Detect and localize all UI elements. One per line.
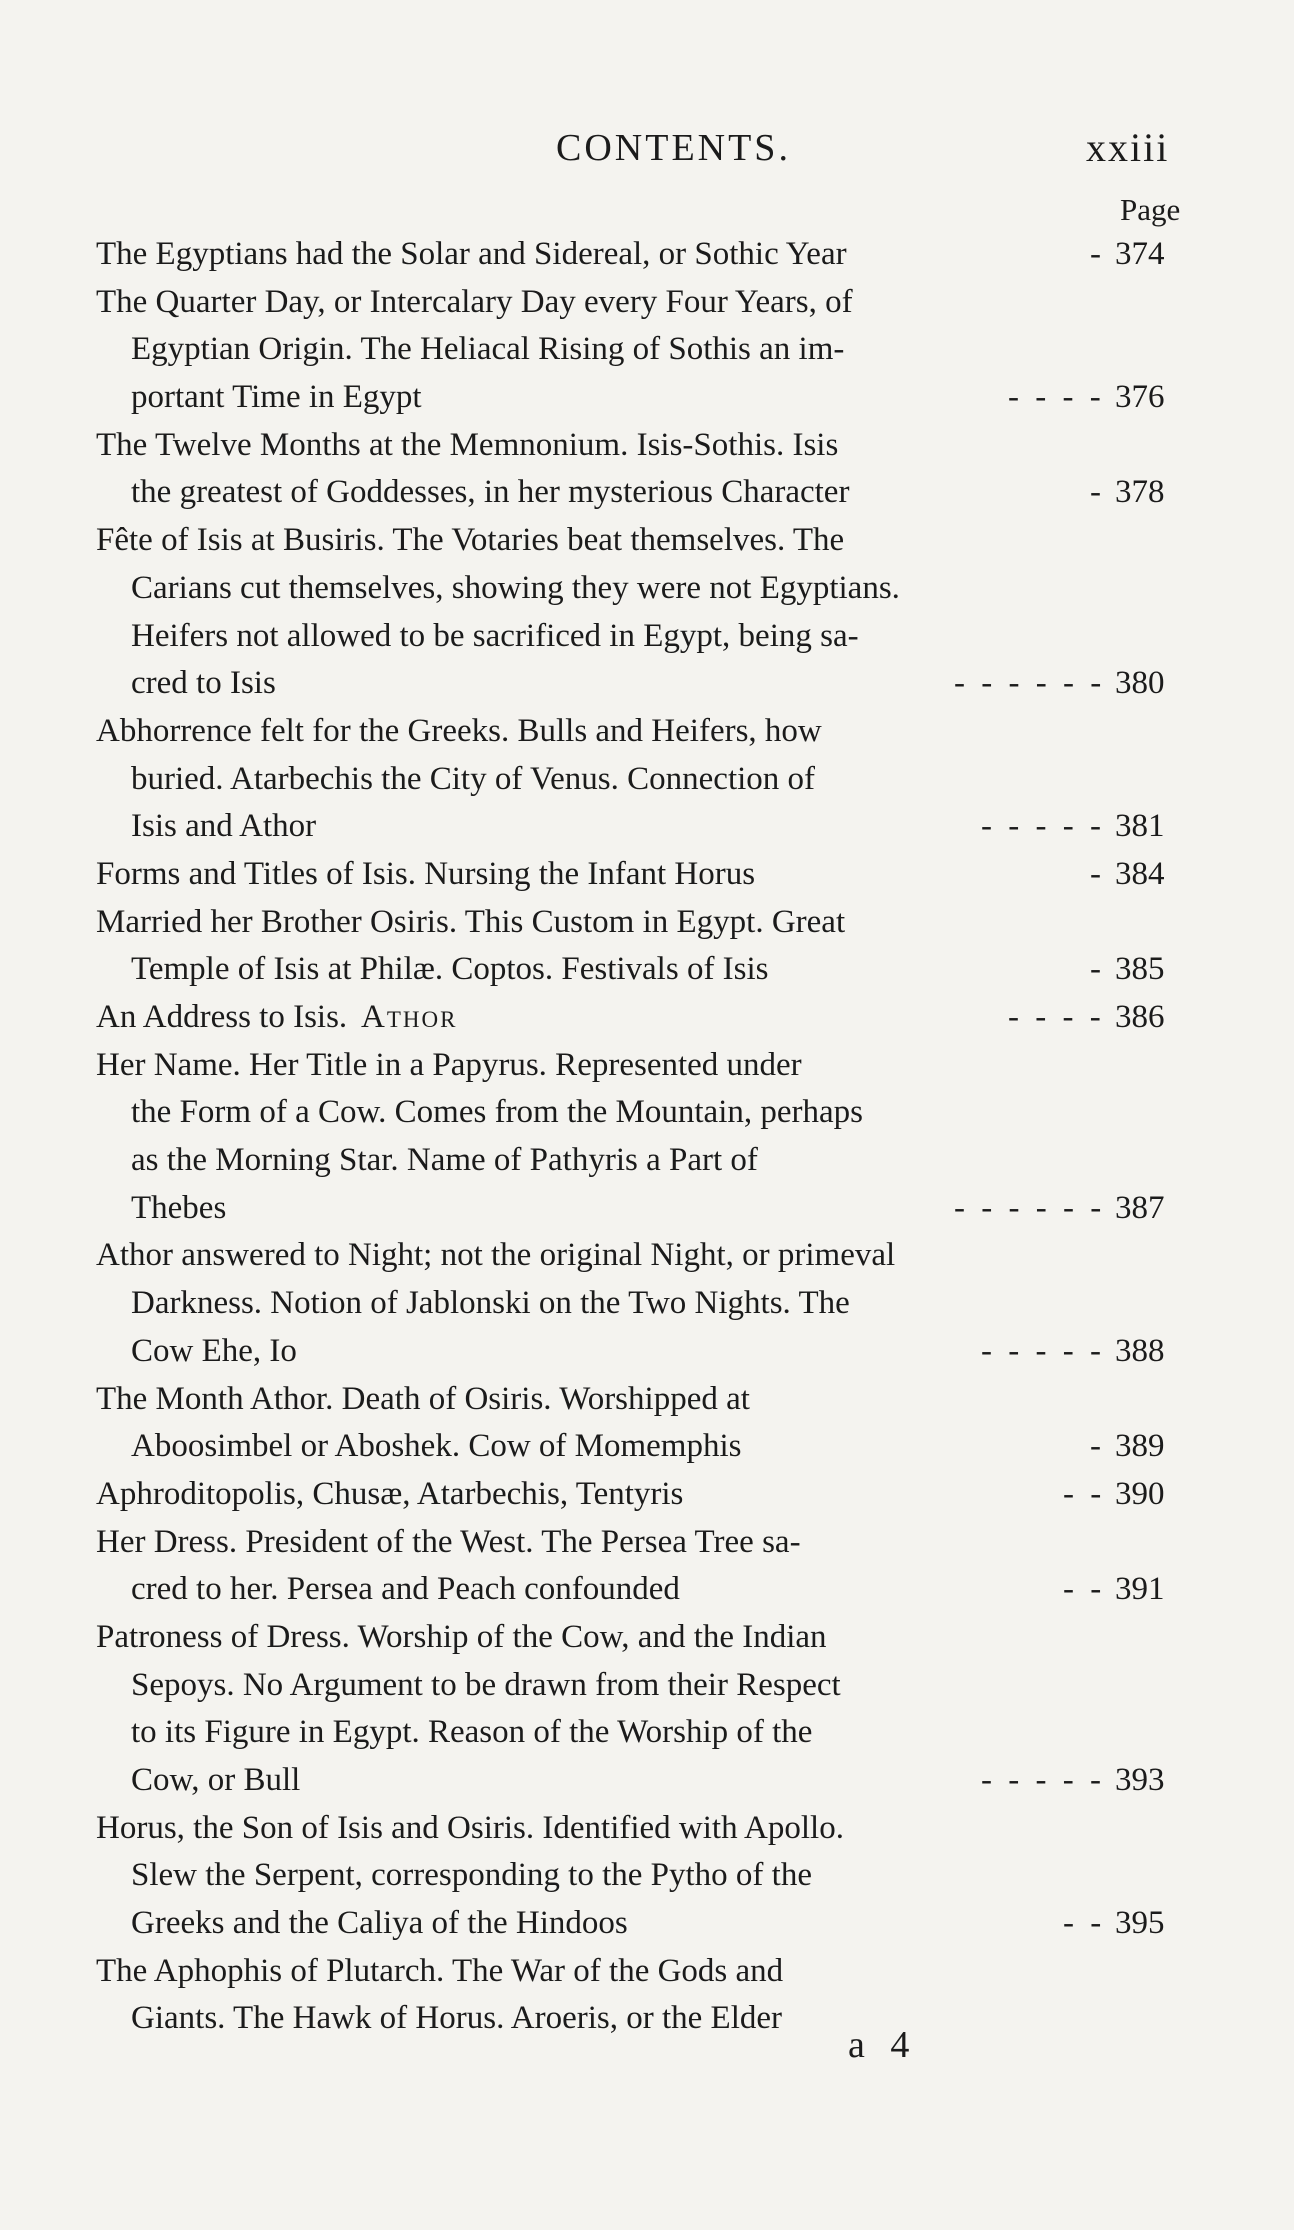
toc-entry bbox=[0, 851, 1294, 899]
dot-leader: - - bbox=[1063, 1571, 1106, 1608]
toc-entry-page-number: 381 bbox=[1115, 808, 1165, 845]
toc-entry-line bbox=[0, 326, 1294, 374]
toc-entry-line bbox=[0, 1089, 1294, 1137]
toc-entry-page-number: 386 bbox=[1115, 999, 1165, 1035]
toc-entry bbox=[0, 422, 1294, 517]
toc-entry-text: Aphroditopolis, Chusæ, Atarbechis, Tentyris bbox=[96, 1475, 684, 1512]
toc-entry-text: the Form of a Cow. Comes from the Mountain, perhaps bbox=[131, 1094, 863, 1131]
dot-leader: - bbox=[1090, 236, 1105, 272]
toc-entry-line bbox=[0, 1471, 1294, 1519]
toc-entry-text: Greeks and the Caliya of the Hindoos bbox=[131, 1905, 628, 1942]
toc-entry-line bbox=[0, 1709, 1294, 1757]
toc-entry-line bbox=[0, 565, 1294, 613]
toc-entry-page-number: 374 bbox=[1115, 236, 1165, 272]
toc-entry-smallcaps-heading: Athor bbox=[361, 999, 458, 1035]
dot-leader: - - bbox=[1063, 1905, 1106, 1942]
toc-entry-text: Giants. The Hawk of Horus. Aroeris, or the Elder bbox=[131, 2000, 782, 2037]
toc-entry-text: Fête of Isis at Busiris. The Votaries beat themselves. The bbox=[96, 522, 845, 559]
toc-entry-page-number: 390 bbox=[1115, 1475, 1165, 1512]
running-head bbox=[0, 118, 1294, 178]
toc-entry-line bbox=[0, 851, 1294, 899]
dot-leader: - bbox=[1090, 1428, 1105, 1465]
toc-entry-page-number: 385 bbox=[1115, 951, 1165, 988]
toc-entry-line bbox=[0, 469, 1294, 517]
toc-entry-text: Darkness. Notion of Jablonski on the Two Nights. The bbox=[131, 1285, 850, 1322]
toc-entry-line bbox=[0, 1948, 1294, 1996]
toc-entry-line bbox=[0, 1042, 1294, 1090]
running-title: CONTENTS. bbox=[556, 127, 791, 169]
toc-entry-line bbox=[0, 1614, 1294, 1662]
toc-entry-line bbox=[0, 279, 1294, 327]
toc-entry-line bbox=[0, 708, 1294, 756]
toc-entry-line bbox=[0, 1328, 1294, 1376]
toc-entry-line bbox=[0, 1566, 1294, 1614]
toc-entry-line bbox=[0, 946, 1294, 994]
dot-leader: - - - - - bbox=[981, 1332, 1105, 1369]
toc-entry-text: Athor answered to Night; not the original Night, or primeval bbox=[96, 1237, 896, 1274]
toc-entry-text: buried. Atarbechis the City of Venus. Connection of bbox=[131, 760, 816, 797]
toc-entry-text: The Egyptians had the Solar and Sidereal, or Sothic Year bbox=[96, 236, 847, 272]
toc-entry-line bbox=[0, 374, 1294, 422]
toc-entry-page-number: 376 bbox=[1115, 379, 1165, 416]
toc-entry-text: Her Name. Her Title in a Papyrus. Represented under bbox=[96, 1046, 802, 1083]
dot-leader: - - - - bbox=[1008, 999, 1105, 1035]
toc-entry-line bbox=[0, 422, 1294, 470]
toc-entry bbox=[0, 1805, 1294, 1948]
toc-entry-text: Horus, the Son of Isis and Osiris. Identified with Apollo. bbox=[96, 1809, 844, 1846]
toc-entry-text: The Month Athor. Death of Osiris. Worshipped at bbox=[96, 1380, 750, 1417]
toc-entry-text: Isis and Athor bbox=[131, 808, 317, 845]
toc-entry bbox=[0, 1042, 1294, 1233]
toc-entry-line bbox=[0, 1137, 1294, 1185]
toc-entry bbox=[0, 1232, 1294, 1375]
toc-entry-line bbox=[0, 1423, 1294, 1471]
toc-entry bbox=[0, 899, 1294, 994]
toc-entry-line bbox=[0, 1900, 1294, 1948]
toc-entry-line bbox=[0, 899, 1294, 947]
toc-entry-line bbox=[0, 1662, 1294, 1710]
toc-entry-line bbox=[0, 1519, 1294, 1567]
page-number-roman: xxiii bbox=[1086, 125, 1170, 170]
toc-entry-line bbox=[0, 1995, 1294, 2043]
toc-entry-line bbox=[0, 1376, 1294, 1424]
toc-entry-line bbox=[0, 613, 1294, 661]
toc-entry-page-number: 378 bbox=[1115, 474, 1165, 511]
dot-leader: - bbox=[1090, 951, 1105, 988]
toc-entry bbox=[0, 1614, 1294, 1805]
toc-entry-line bbox=[0, 1852, 1294, 1900]
dot-leader: - - - - - bbox=[981, 1762, 1105, 1798]
toc-entry-page-number: 387 bbox=[1115, 1189, 1165, 1226]
dot-leader: - bbox=[1090, 474, 1105, 511]
dot-leader: - - - - - - bbox=[954, 665, 1106, 702]
toc-entry-text: Sepoys. No Argument to be drawn from their Respect bbox=[131, 1666, 841, 1703]
toc-entry-text: Married her Brother Osiris. This Custom in Egypt. Great bbox=[96, 903, 846, 940]
toc-entry bbox=[0, 517, 1294, 708]
table-of-contents bbox=[0, 231, 1294, 2043]
page-column-label: Page bbox=[1120, 192, 1181, 227]
toc-entry-text: Abhorrence felt for the Greeks. Bulls and Heifers, how bbox=[96, 712, 822, 749]
toc-entry-text: Aboosimbel or Aboshek. Cow of Momemphis bbox=[131, 1428, 742, 1465]
toc-entry-line bbox=[0, 803, 1294, 851]
dot-leader: - bbox=[1090, 855, 1105, 892]
toc-entry-text: cred to Isis bbox=[131, 665, 276, 702]
toc-entry-page-number: 380 bbox=[1115, 665, 1165, 702]
toc-entry-line bbox=[0, 994, 1294, 1042]
toc-entry bbox=[0, 231, 1294, 279]
toc-entry-line bbox=[0, 1280, 1294, 1328]
toc-entry-page-number: 391 bbox=[1115, 1571, 1165, 1608]
toc-entry bbox=[0, 1948, 1294, 2043]
toc-entry-line bbox=[0, 660, 1294, 708]
toc-entry-text: Heifers not allowed to be sacrificed in Egypt, being sa- bbox=[131, 617, 859, 654]
toc-entry bbox=[0, 708, 1294, 851]
toc-entry-text: Thebes bbox=[131, 1189, 227, 1226]
dot-leader: - - - - bbox=[1008, 379, 1105, 416]
toc-entry-text: The Twelve Months at the Memnonium. Isis-Sothis. Isis bbox=[96, 426, 839, 463]
toc-entry-page-number: 389 bbox=[1115, 1428, 1165, 1465]
toc-entry-line bbox=[0, 1185, 1294, 1233]
toc-entry-text: Her Dress. President of the West. The Persea Tree sa- bbox=[96, 1523, 801, 1560]
toc-entry-text: to its Figure in Egypt. Reason of the Worship of the bbox=[131, 1714, 813, 1751]
toc-entry-line bbox=[0, 1805, 1294, 1853]
toc-entry-text: Cow, or Bull bbox=[131, 1762, 301, 1798]
toc-entry-text: The Aphophis of Plutarch. The War of the Gods and bbox=[96, 1952, 784, 1989]
toc-entry-text: cred to her. Persea and Peach confounded bbox=[131, 1571, 680, 1608]
toc-entry-text: An Address to Isis. bbox=[96, 999, 348, 1035]
toc-entry-text: The Quarter Day, or Intercalary Day every Four Years, of bbox=[96, 283, 853, 320]
toc-entry bbox=[0, 279, 1294, 422]
toc-entry-page-number: 395 bbox=[1115, 1905, 1165, 1942]
toc-entry-text: Egyptian Origin. The Heliacal Rising of Sothis an im- bbox=[131, 331, 845, 368]
dot-leader: - - - - - - bbox=[954, 1189, 1106, 1226]
toc-entry-text: Temple of Isis at Philæ. Coptos. Festivals of Isis bbox=[131, 951, 769, 988]
toc-entry-line bbox=[0, 1757, 1294, 1805]
toc-entry-text: portant Time in Egypt bbox=[131, 379, 422, 416]
toc-entry-text: Cow Ehe, Io bbox=[131, 1332, 297, 1369]
toc-entry-line bbox=[0, 1232, 1294, 1280]
toc-entry bbox=[0, 1376, 1294, 1471]
toc-entry-text: as the Morning Star. Name of Pathyris a Part of bbox=[131, 1142, 758, 1179]
toc-entry-page-number: 388 bbox=[1115, 1332, 1165, 1369]
toc-entry-text: the greatest of Goddesses, in her mysterious Character bbox=[131, 474, 850, 511]
toc-entry-page-number: 384 bbox=[1115, 855, 1165, 892]
toc-entry-line bbox=[0, 231, 1294, 279]
toc-entry-text: Forms and Titles of Isis. Nursing the Infant Horus bbox=[96, 855, 756, 892]
dot-leader: - - bbox=[1063, 1475, 1106, 1512]
toc-entry bbox=[0, 994, 1294, 1042]
toc-entry bbox=[0, 1471, 1294, 1519]
toc-entry-text: Patroness of Dress. Worship of the Cow, and the Indian bbox=[96, 1618, 827, 1655]
dot-leader: - - - - - bbox=[981, 808, 1105, 845]
toc-entry-text: Carians cut themselves, showing they were not Egyptians. bbox=[131, 569, 900, 606]
toc-entry-line bbox=[0, 756, 1294, 804]
toc-entry-page-number: 393 bbox=[1115, 1762, 1165, 1798]
toc-entry-line bbox=[0, 517, 1294, 565]
toc-entry bbox=[0, 1519, 1294, 1614]
signature-mark: a 4 bbox=[848, 2024, 918, 2066]
toc-entry-text: Slew the Serpent, corresponding to the Pytho of the bbox=[131, 1857, 812, 1894]
